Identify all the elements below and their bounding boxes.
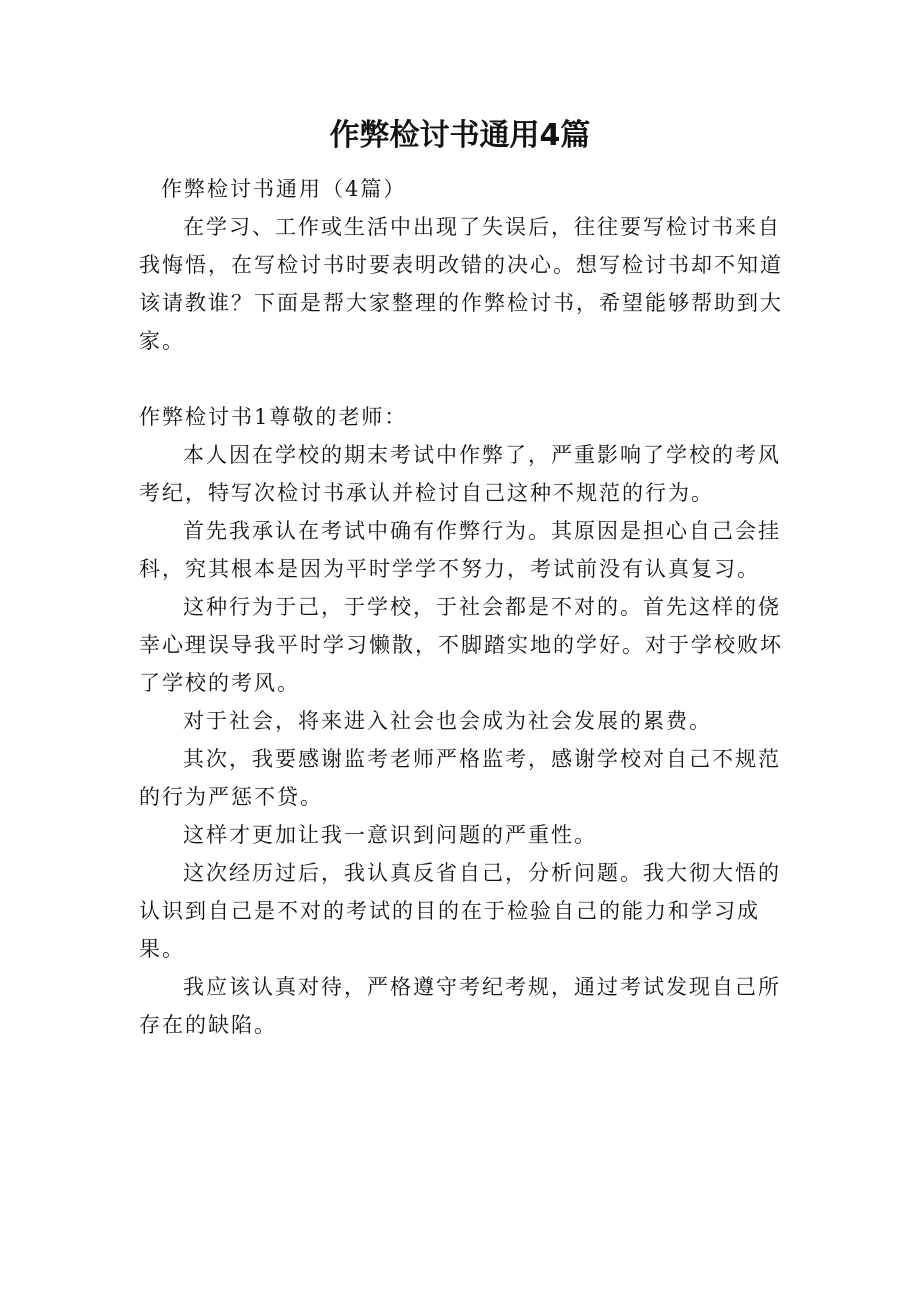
- body-paragraph: 其次，我要感谢监考老师严格监考，感谢学校对自己不规范的行为严惩不贷。: [139, 747, 781, 809]
- body-paragraph: 这种行为于己，于学校，于社会都是不对的。首先这样的侥幸心理误导我平时学习懒散，不脚踏实地的学好。对于学校败坏了学校的考风。: [139, 595, 783, 695]
- section-heading: 作弊检讨书1尊敬的老师：: [139, 405, 408, 429]
- document-title: 作弊检讨书通用4篇: [329, 118, 591, 153]
- intro-paragraph: 在学习、工作或生活中出现了失误后，往往要写检讨书来自我悔悟，在写检讨书时要表明改错的决心。想写检讨书却不知道该请教谁？下面是帮大家整理的作弊检讨书，希望能够帮助到大家。: [139, 215, 783, 353]
- paragraph-spacer: [139, 360, 799, 398]
- document-subtitle: 作弊检讨书通用（4篇）: [161, 177, 407, 201]
- body-paragraph: 这样才更加让我一意识到问题的严重性。: [183, 823, 597, 847]
- body-paragraph: 对于社会，将来进入社会也会成为社会发展的累费。: [183, 709, 712, 733]
- body-paragraph: 首先我承认在考试中确有作弊行为。其原因是担心自己会挂科，究其根本是因为平时学学不努力，考试前没有认真复习。: [139, 519, 781, 581]
- document-body: [139, 170, 799, 1044]
- body-paragraph: 这次经历过后，我认真反省自己，分析问题。我大彻大悟的认识到自己是不对的考试的目的在于检验自己的能力和学习成果。: [139, 861, 781, 961]
- body-paragraph: 我应该认真对待，严格遵守考纪考规，通过考试发现自己所存在的缺陷。: [139, 975, 781, 1037]
- body-paragraph: 本人因在学校的期末考试中作弊了，严重影响了学校的考风考纪，特写次检讨书承认并检讨自己这种不规范的行为。: [139, 443, 781, 505]
